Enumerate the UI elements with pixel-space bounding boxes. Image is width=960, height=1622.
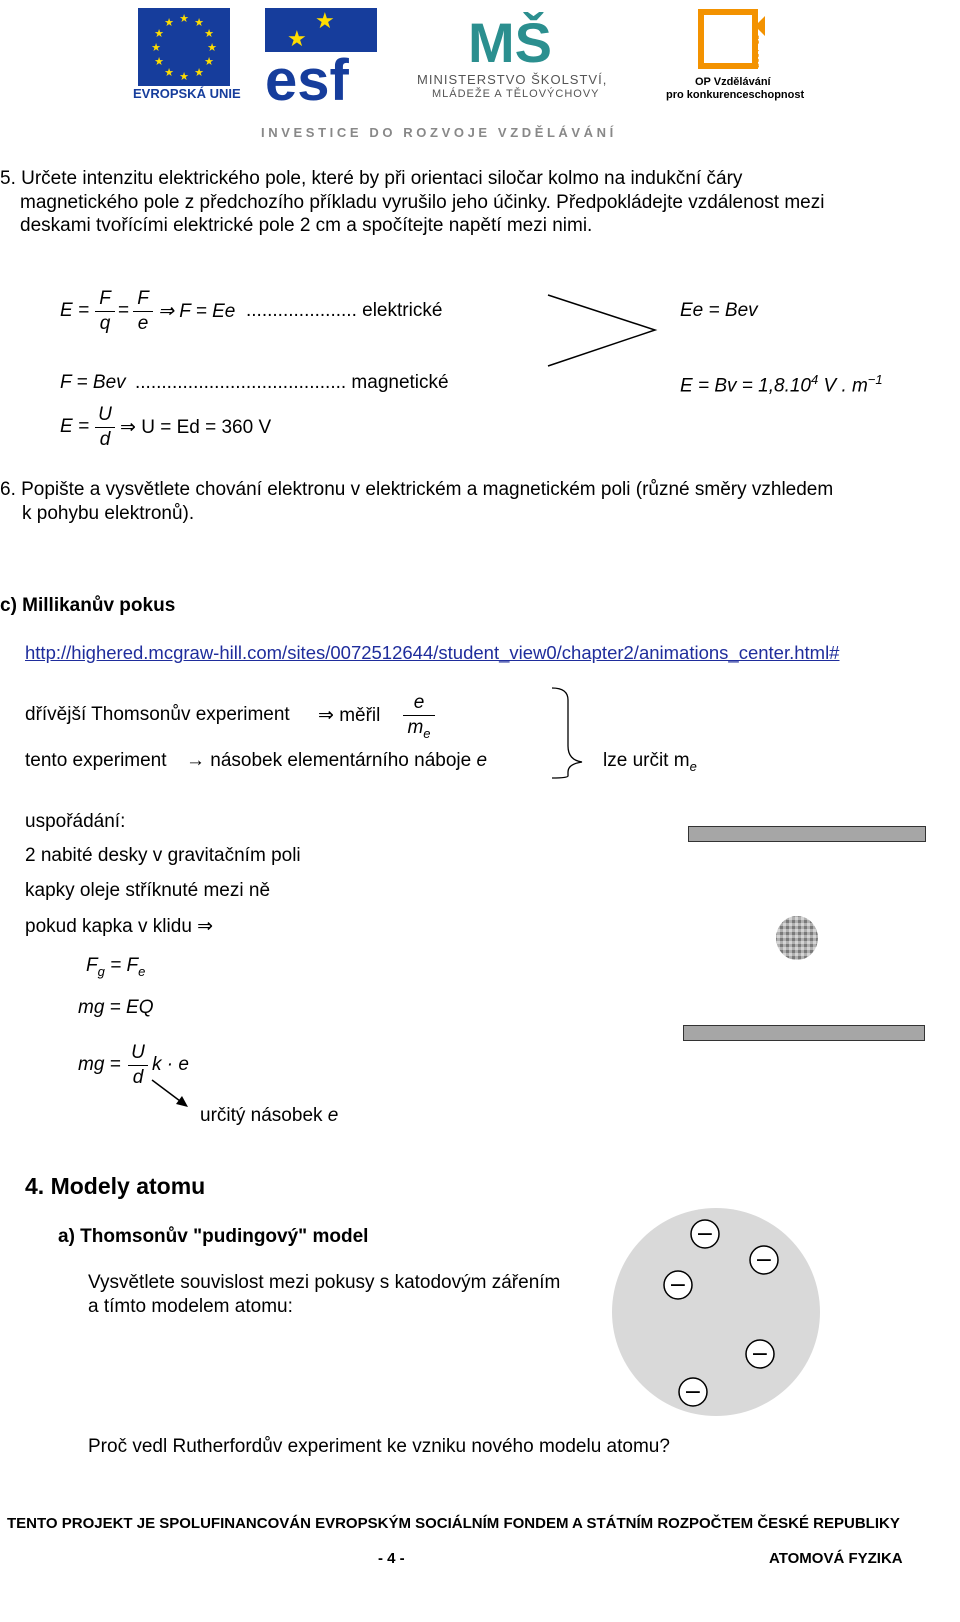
funding-notice: TENTO PROJEKT JE SPOLUFINANCOVÁN EVROPSKÝM SOCIÁLNÍM FONDEM A STÁTNÍM ROZPOČTEM ČESKÉ REPUBLIKY (7, 1515, 900, 1532)
svg-text:★: ★ (154, 55, 164, 68)
svg-text:★: ★ (164, 16, 174, 29)
millikan-heading: c) Millikanův pokus (0, 595, 176, 616)
op-years: 2007-13 (752, 34, 761, 68)
msmt-line2: MLÁDEŽE A TĚLOVÝCHOVY (432, 88, 600, 100)
eq3-rest: ⇒ U = Ed = 360 V (120, 417, 272, 438)
right-eq2 (680, 372, 883, 397)
q6-line1: 6. Popište a vysvětlete chování elektronu v elektrickém a magnetickém poli (různé směry vzhledem (0, 479, 834, 500)
thomson-measured: ⇒ měřil (318, 705, 381, 726)
svg-text:−: − (668, 1273, 688, 1298)
svg-text:★: ★ (194, 16, 204, 29)
eq1-frac2 (133, 288, 153, 335)
q5-line1: 5. Určete intenzitu elektrického pole, které by při orientaci siločar kolmo na indukční čáry (0, 168, 743, 189)
svg-text:−: − (754, 1248, 774, 1273)
q6-line2: k pohybu elektronů). (22, 503, 195, 524)
eqC-frac-den: d (132, 1067, 144, 1088)
rutherford-question: Proč vedl Rutherfordův experiment ke vzniku nového modelu atomu? (88, 1436, 670, 1457)
eqC-rest: k · e (152, 1054, 189, 1075)
right-eq2-exp: 4 (810, 372, 819, 387)
oil-drop-icon (774, 914, 820, 962)
header-tagline: I N V E S T I C E D O R O Z V O J E V Z D Ě L Á V Á N Í (261, 125, 614, 140)
eq2-label: ........................................ magnetické (135, 372, 449, 393)
eqC-frac-num: U (131, 1042, 145, 1063)
q5-line2: magnetického pole z předchozího příkladu vyrušilo jeho účinky. Předpokládejte vzdálenost mezi (20, 192, 825, 213)
eqB: mg = EQ (78, 997, 154, 1018)
right-brace-icon (550, 686, 585, 780)
svg-text:★: ★ (204, 55, 214, 68)
esf-logo-icon (265, 8, 377, 104)
eq1-rest: ⇒ F = Ee (158, 301, 236, 322)
eq1-frac2-num: F (137, 288, 149, 309)
this-exp-result (186, 750, 487, 772)
svg-text:★: ★ (287, 27, 307, 52)
e-over-me-den: m (407, 717, 424, 738)
right-eq1: Ee = Bev (680, 300, 758, 321)
svg-text:★: ★ (164, 66, 174, 79)
eq1-equals: = (118, 300, 130, 321)
electron-2 (750, 1246, 778, 1274)
explain-line1: Vysvětlete souvislost mezi pokusy s katodovým zářením (88, 1272, 561, 1293)
q5-line3: deskami tvořícími elektrické pole 2 cm a spočítejte napětí mezi nimi. (20, 215, 593, 236)
e-over-me-frac (403, 692, 435, 745)
svg-text:★: ★ (151, 41, 161, 54)
right-eq2-unit: V . m (818, 375, 868, 397)
thomson-exp: dřívější Thomsonův experiment (25, 704, 290, 725)
eqC-note (200, 1105, 338, 1127)
animation-link[interactable]: http://highered.mcgraw-hill.com/sites/0072512644/student_view0/chapter2/animations_center.html# (25, 642, 840, 663)
electron-3 (664, 1271, 692, 1299)
eq3-frac-num: U (98, 404, 112, 425)
eqA-mid: = F (104, 955, 139, 976)
eqA-e: e (138, 963, 146, 979)
svg-text:−: − (750, 1342, 770, 1367)
lower-plate (683, 1025, 925, 1041)
this-exp-result-e: e (476, 750, 488, 771)
eq3-frac (95, 404, 115, 451)
right-eq2-unit-exp: −1 (867, 372, 883, 387)
svg-text:−: − (683, 1380, 703, 1405)
eq1-E: E = (60, 300, 90, 321)
eq1-frac1-num: F (99, 288, 111, 309)
eqA-g: g (97, 963, 105, 979)
section4-heading: 4. Modely atomu (25, 1173, 206, 1199)
eqA-F: F (86, 955, 98, 976)
svg-text:★: ★ (179, 70, 189, 83)
eq2: F = Bev (60, 372, 126, 393)
eq1-frac2-den: e (137, 313, 149, 334)
merge-arrow-icon (545, 292, 660, 372)
op-line2: pro konkurenceschopnost (666, 89, 805, 101)
eqC-note-text: určitý násobek (200, 1105, 323, 1126)
eu-label: EVROPSKÁ UNIE (133, 86, 241, 101)
electron-1 (691, 1220, 719, 1248)
eqC-note-e: e (327, 1105, 339, 1126)
upper-plate (688, 826, 926, 842)
svg-text:★: ★ (207, 41, 217, 54)
setup-label: uspořádání: (25, 811, 126, 832)
eqC-frac (128, 1042, 148, 1089)
thomson-model-heading: a) Thomsonův "pudingový" model (58, 1226, 369, 1247)
msmt-emblem-icon (468, 4, 552, 70)
eq1-frac1 (95, 288, 115, 335)
electron-5 (679, 1378, 707, 1406)
e-over-me-num: e (413, 692, 425, 713)
setup-rest: pokud kapka v klidu ⇒ (25, 916, 214, 937)
svg-text:MŠ: MŠ (468, 11, 552, 70)
eq1-label: ..................... elektrické (246, 300, 443, 321)
msmt-line1: MINISTERSTVO ŠKOLSTVÍ, (417, 72, 608, 87)
eq3-frac-den: d (99, 429, 111, 450)
e-over-me-den-sub: e (423, 725, 431, 741)
electron-4 (746, 1340, 774, 1368)
explain-line2: a tímto modelem atomu: (88, 1296, 293, 1317)
eu-flag-icon (138, 8, 230, 86)
op-line1: OP Vzdělávání (695, 76, 771, 88)
pointer-arrow-icon (150, 1078, 195, 1110)
eqC-left: mg = (78, 1054, 121, 1075)
svg-text:★: ★ (315, 9, 335, 34)
can-determine-text: lze určit m (603, 750, 690, 771)
can-determine-sub: e (689, 758, 697, 774)
this-exp-result-text: → násobek elementárního náboje (186, 750, 472, 771)
eq1-frac1-den: q (99, 313, 111, 334)
svg-text:−: − (695, 1222, 715, 1247)
page-number: - 4 - (378, 1550, 405, 1567)
svg-text:★: ★ (194, 66, 204, 79)
esf-wordmark: esf (265, 48, 349, 104)
svg-text:★: ★ (204, 27, 214, 40)
svg-text:★: ★ (154, 27, 164, 40)
pudding-atom-diagram (610, 1204, 824, 1424)
eq3-E: E = (60, 416, 90, 437)
can-determine (603, 750, 697, 774)
svg-text:★: ★ (179, 12, 189, 25)
op-arrow-icon (695, 6, 775, 74)
right-eq2-main: E = Bv = 1,8.10 (680, 375, 811, 397)
subject-name: ATOMOVÁ FYZIKA (769, 1550, 903, 1567)
this-exp: tento experiment (25, 750, 167, 771)
eqA (86, 955, 145, 979)
setup-drops: kapky oleje stříknuté mezi ně (25, 880, 271, 901)
setup-plates: 2 nabité desky v gravitačním poli (25, 845, 301, 866)
